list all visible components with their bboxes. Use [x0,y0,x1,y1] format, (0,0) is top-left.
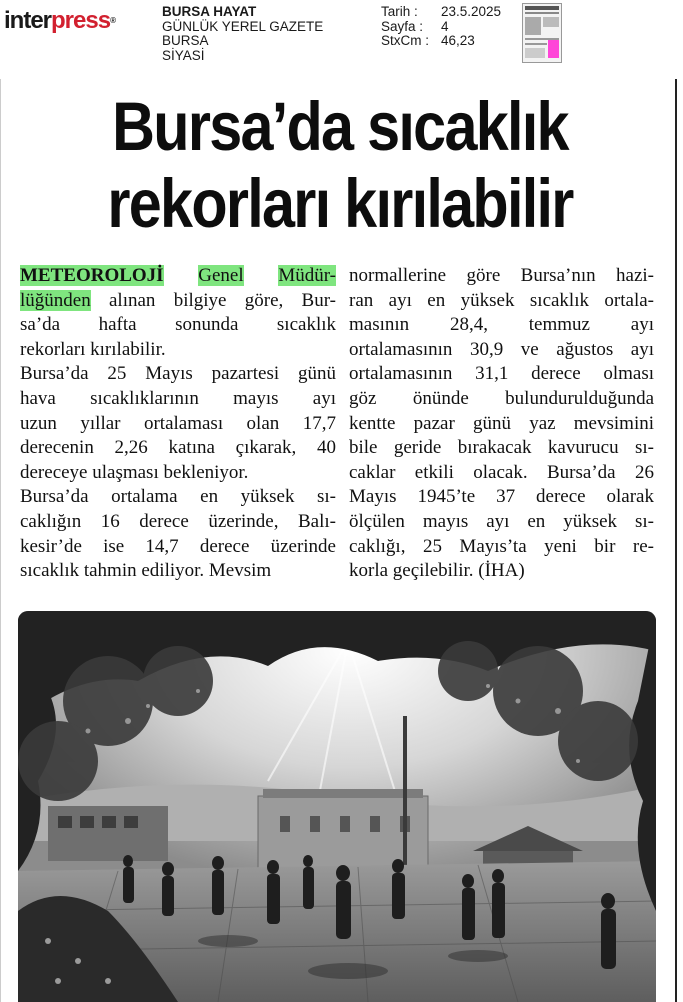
text-run: ran ayı en yüksek sıcaklık ortala- [349,289,654,311]
text-line [20,387,336,412]
text-run: masının 28,4, temmuz ayı [349,314,654,336]
text-run: hava sıcaklıklarının mayıs ayı [20,387,336,409]
text-line [349,313,654,338]
text-run: normallerine göre Bursa’nın hazi- [349,265,654,286]
stxcm-value: 46,23 [441,33,475,48]
text-run: Bursa’da ortalama en yüksek sı- [20,486,336,508]
article-column-1 [20,264,336,584]
text-line [349,535,654,560]
text-line [20,264,336,289]
publication-section: SİYASİ [162,47,205,63]
text-run: dereceye ulaşması bekleniyor. [20,461,249,483]
publication-type: GÜNLÜK YEREL GAZETE [162,18,324,34]
stxcm-label: StxCm : [381,33,430,48]
text-run: bile geride bırakacak kavurucu sı- [349,437,654,459]
highlighted-keyword: METEOROLOJİ [20,265,164,286]
text-line [349,461,654,486]
text-line [20,535,336,560]
text-run: kesir’de ise 14,7 derece üzerinde [20,535,336,557]
text-run: korla geçilebilir. (İHA) [349,560,525,582]
page-thumbnail[interactable] [522,3,562,63]
text-run: Mayıs 1945’te 37 derece olarak [349,486,654,508]
text-line [20,313,336,338]
text-run: sa’da hafta sonunda sıcaklık [20,314,336,336]
text-line [20,510,336,535]
highlighted-keyword: Müdür- [278,265,336,286]
photo-park-scene [18,611,656,1002]
article-headline [56,88,624,242]
text-run: uzun yıllar ortalaması olan 17,7 [20,412,336,434]
text-line [349,387,654,412]
clipping-meta [381,5,501,49]
text-line [349,362,654,387]
text-run: göz önünde bulundurulduğunda [349,387,654,409]
headline-line-2: rekorları kırılabilir [107,165,573,242]
text-line [349,412,654,437]
text-run [164,265,199,286]
interpress-logo: interpress® [4,7,115,34]
text-run: ortalamasının 31,1 derece olması [349,363,654,385]
publication-info [162,5,323,63]
text-run: Bursa’da 25 Mayıs pazartesi günü [20,363,336,385]
text-line [349,264,654,289]
text-run: ölçülen mayıs ayı en yüksek sı- [349,510,654,532]
text-line [349,338,654,363]
publication-name: BURSA HAYAT [162,4,257,19]
text-line [20,338,336,363]
text-run: alınan bilgiye göre, Bur- [90,289,336,311]
text-run: caklar etkili olacak. Bursa’da 26 [349,461,654,483]
text-line [20,461,336,486]
date-label: Tarih : [381,4,418,19]
text-run: ortalamasının 30,9 ve ağustos ayı [349,338,654,360]
text-line [349,559,654,584]
text-run [244,265,279,286]
text-run: sıcaklık tahmin ediliyor. Mevsim [20,560,272,582]
clipping-header [0,0,683,80]
thumbnail-article-highlight [548,40,559,58]
date-value: 23.5.2025 [441,4,502,19]
text-line [20,412,336,437]
text-run: caklığın 16 derece üzerinde, Balı- [20,510,336,532]
page-label: Sayfa : [381,18,424,34]
headline-line-1: Bursa’da sıcaklık [112,88,568,165]
text-line [349,436,654,461]
publication-city: BURSA [162,33,209,48]
article-column-2 [349,264,654,584]
highlighted-keyword: lüğünden [20,289,91,311]
page-value: 4 [441,18,449,34]
article-photo [18,611,656,1002]
text-run: kentte pazar günü yaz mevsimini [349,412,654,434]
text-run: derecenin 2,26 katına çıkarak, 40 [20,437,336,459]
text-line [20,362,336,387]
text-line [20,559,336,584]
text-line [349,485,654,510]
text-run: rekorları kırılabilir. [20,338,166,360]
text-line [20,289,336,314]
text-run: caklığı, 25 Mayıs’ta yeni bir re- [349,535,654,557]
text-line [20,436,336,461]
text-line [349,289,654,314]
highlighted-keyword: Genel [198,265,244,286]
left-border [0,79,1,1002]
text-line [20,485,336,510]
right-border [675,79,677,1002]
text-line [349,510,654,535]
